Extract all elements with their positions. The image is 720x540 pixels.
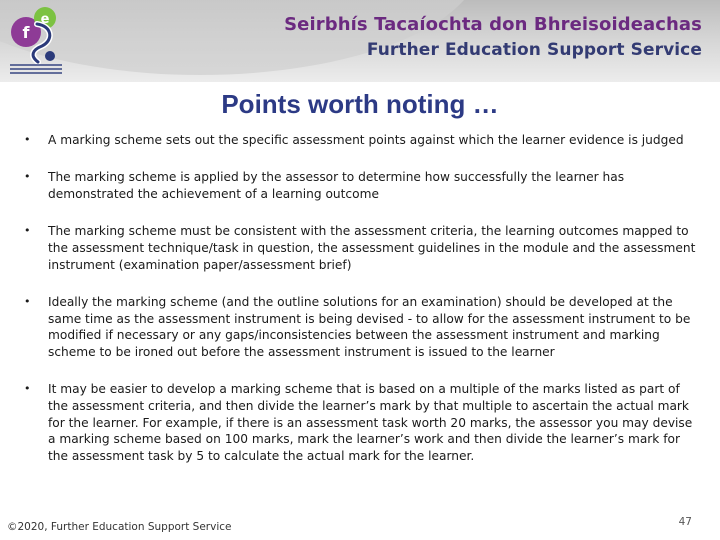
bullet-text: A marking scheme sets out the specific assessment points against which the learner evidence is judged	[48, 133, 684, 147]
bullet-item	[22, 294, 702, 361]
bullet-text: The marking scheme must be consistent with the assessment criteria, the learning outcomes mapped to the assessment technique/task in question, the assessment guidelines in the module and the assessment instrument (examination paper/assessment brief)	[48, 224, 696, 272]
bullet-text: It may be easier to develop a marking scheme that is based on a multiple of the marks listed as part of the assessment criteria, and then divide the learner’s mark by that multiple to ascertain the actual mark for the learner. For example, if there is an assessment task worth 20 marks, the assessor you may devise a marking scheme based on 100 marks, mark the learner’s work and then divide the learner’s mark for the assessment task by 5 to calculate the actual mark for the learner.	[48, 381, 693, 464]
header-title-english: Further Education Support Service	[366, 40, 702, 60]
bullet-icon: •	[24, 294, 31, 308]
bullet-icon: •	[24, 224, 31, 238]
page-number: 47	[678, 516, 692, 528]
bullet-item	[22, 381, 702, 465]
bullet-icon: •	[24, 169, 31, 183]
banner-swoosh	[0, 0, 480, 75]
bullet-item	[22, 223, 702, 273]
bullet-text: Ideally the marking scheme (and the outline solutions for an examination) should be developed at the same time as the assessment instrument is being devised - to allow for the assessment instrument to be modified if necessary or any gaps/inconsistencies between the assessment instrument and marking scheme to be ironed out before the assessment instrument is issued to the learner	[48, 294, 691, 360]
bullet-list	[22, 132, 702, 465]
bullet-icon: •	[24, 133, 31, 146]
bullet-item	[22, 132, 702, 149]
slide-title: Points worth noting …	[221, 89, 499, 119]
header-banner	[0, 0, 720, 82]
bullet-text: The marking scheme is applied by the assessor to determine how successfully the learner has demonstrated the achievement of a learning outcome	[48, 169, 625, 201]
bullet-icon: •	[24, 381, 31, 395]
svg-text:e: e	[40, 12, 50, 27]
bullet-item	[22, 169, 702, 203]
logo-caption-lines	[6, 62, 66, 76]
footer-copyright: ©2020, Further Education Support Service	[7, 521, 232, 533]
header-title-irish: Seirbhís Tacaíochta don Bhreisoideachas	[284, 14, 702, 35]
svg-text:f: f	[22, 23, 30, 42]
